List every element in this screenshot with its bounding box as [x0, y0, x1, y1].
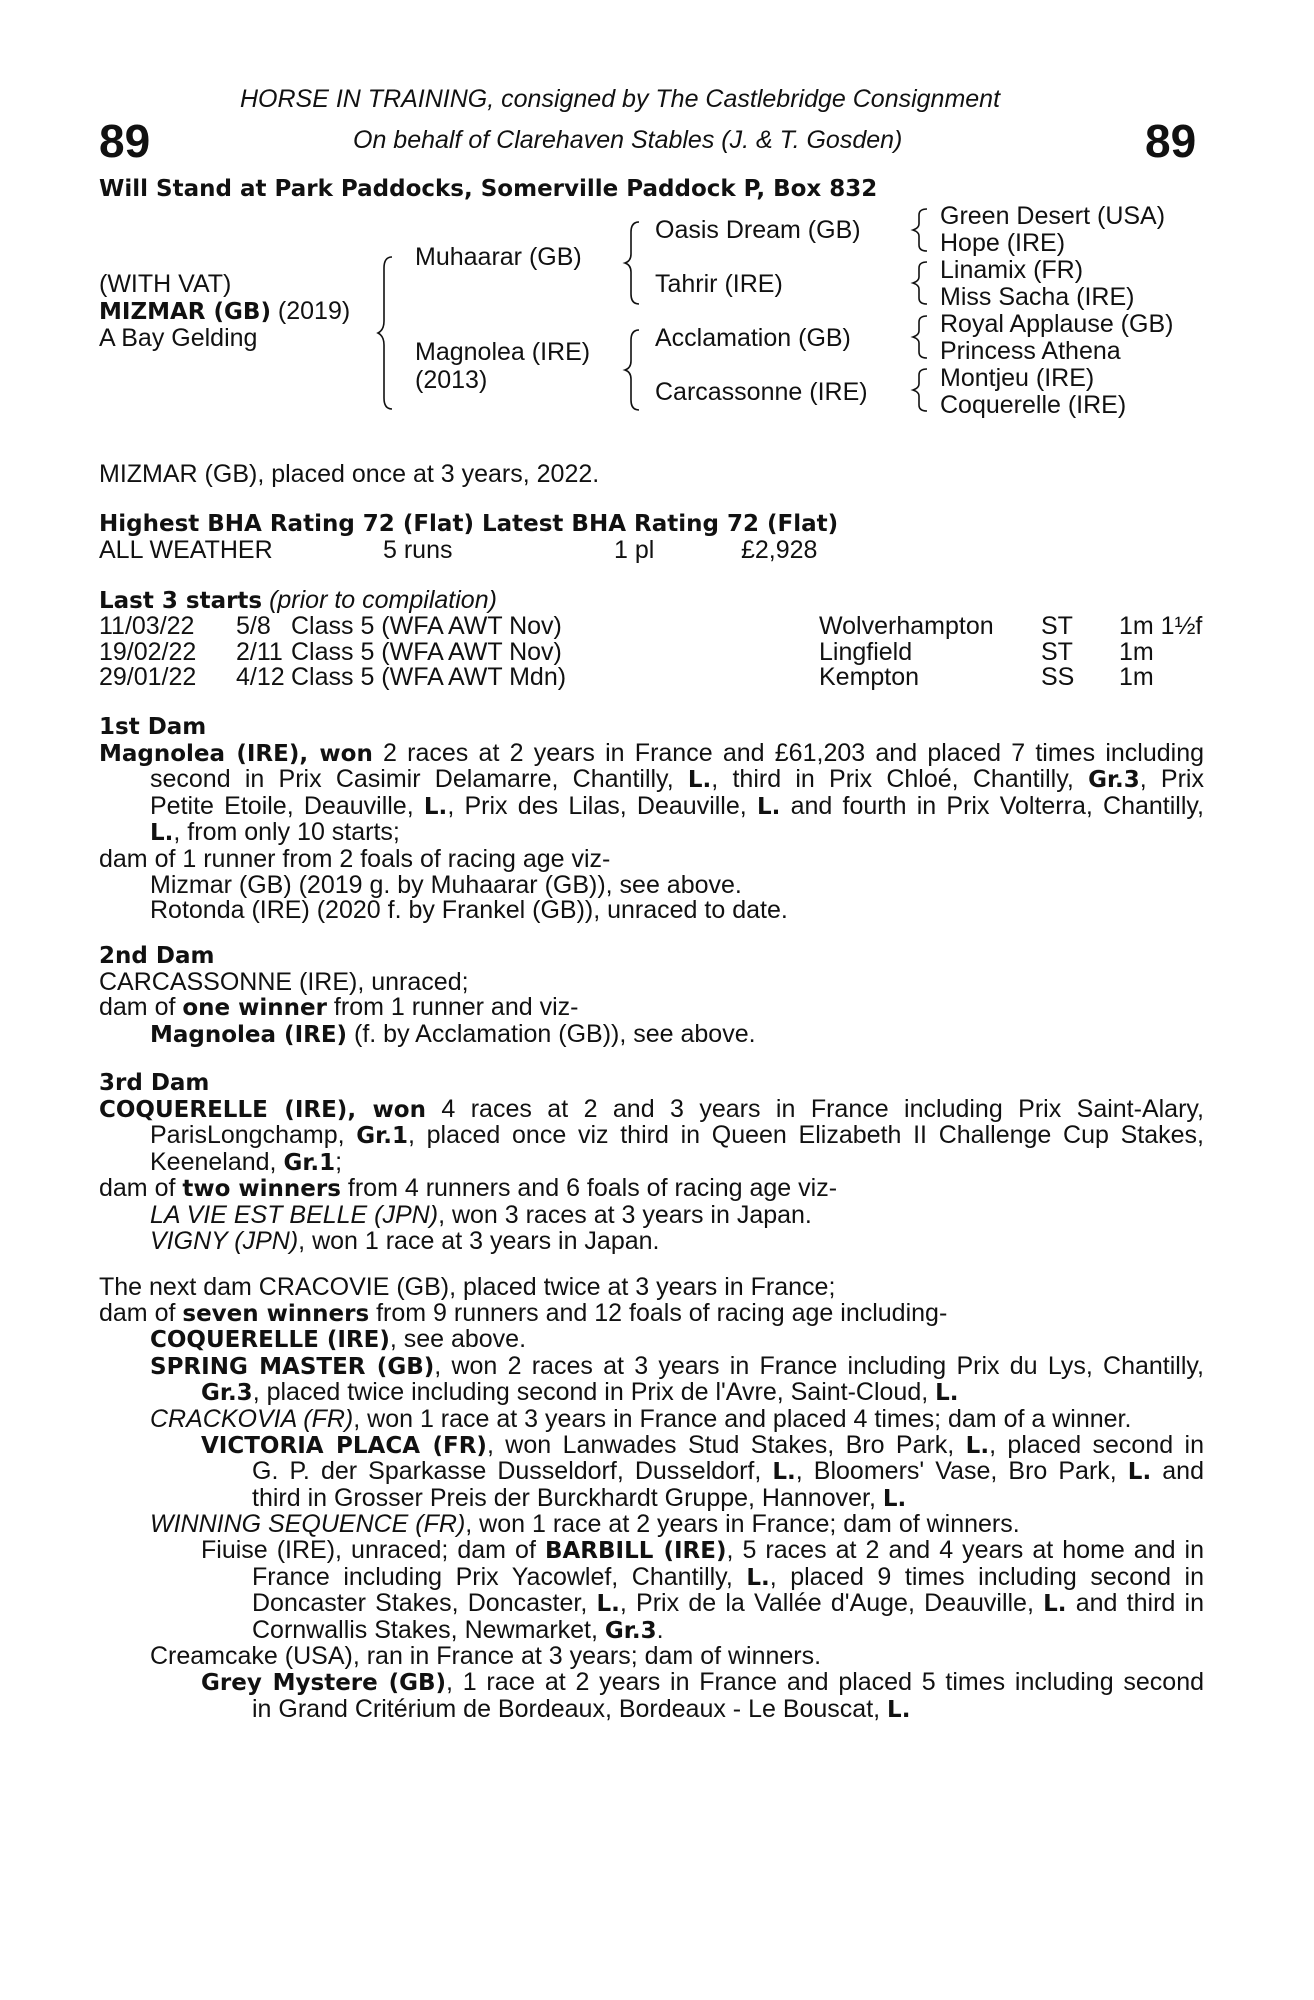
produce-name: COQUERELLE (IRE)	[150, 1327, 390, 1354]
text: in Grand Critérium de Bordeaux, Bordeaux - Le Bouscat,	[252, 1694, 888, 1723]
produce-victoria-placa-line-3	[99, 1483, 1204, 1513]
text: , won 1 race at 3 years in Japan.	[298, 1226, 660, 1255]
third-dam-line-3	[99, 1147, 1204, 1177]
lot-number-right: 89	[1145, 115, 1197, 167]
text: from 4 runners and 6 foals of racing age viz-	[340, 1174, 838, 1203]
start-race: Class 5 (WFA AWT Nov)	[291, 637, 562, 666]
start-position: 4/12	[236, 663, 285, 692]
grandparent-8: Coquerelle (IRE)	[940, 391, 1127, 419]
group-label: Gr.3	[201, 1380, 253, 1407]
sire-dam: Tahrir (IRE)	[655, 270, 783, 298]
dam-dam: Carcassonne (IRE)	[655, 378, 868, 406]
text: , won 1 race at 3 years in France and placed 4 times; dam of a winner.	[353, 1404, 1132, 1433]
text: ParisLongchamp,	[150, 1121, 357, 1150]
start-course: Lingfield	[819, 637, 913, 666]
text: Cornwallis Stakes, Newmarket,	[252, 1615, 605, 1644]
produce-creamcake: Creamcake (USA), ran in France at 3 years; dam of winners.	[150, 1642, 822, 1671]
produce-name: BARBILL (IRE)	[544, 1537, 727, 1564]
group-label: Gr.3	[1088, 767, 1140, 794]
start-date: 29/01/22	[99, 663, 197, 692]
produce-grey-mystere	[99, 1667, 1204, 1697]
text: third in Grosser Preis der Burckhardt Gruppe, Hannover,	[252, 1483, 883, 1512]
grandparent-4: Miss Sacha (IRE)	[940, 283, 1135, 311]
record-placings: 1 pl	[614, 536, 655, 564]
starts-table	[99, 614, 1202, 691]
listed-label: L.	[1127, 1459, 1152, 1486]
produce-spring-master-line-2	[99, 1380, 1204, 1407]
horse-description: A Bay Gelding	[99, 324, 258, 352]
start-surface: ST	[1041, 637, 1073, 666]
text: France including Prix Yacowlef, Chantilly,	[252, 1562, 747, 1591]
text: Fiuise (IRE), unraced; dam of	[201, 1535, 545, 1564]
listed-label: L.	[746, 1564, 770, 1591]
first-dam-line-2	[99, 767, 1204, 794]
group-label: Gr.1	[283, 1149, 336, 1176]
first-dam-line-4	[99, 820, 1204, 847]
start-distance: 1m	[1119, 637, 1154, 666]
text: , placed second in	[989, 1430, 1205, 1459]
second-dam-section	[99, 944, 1204, 1048]
produce-victoria-placa-line-2	[99, 1459, 1204, 1486]
text: 4 races at 2 and 3 years in France including Prix Saint-Alary,	[425, 1094, 1204, 1123]
text: , won 2 races at 3 years in France including Prix du Lys, Chantilly,	[434, 1351, 1204, 1380]
produce-barbill-line-2	[99, 1562, 1204, 1592]
text: , won Lanwades Stud Stakes, Bro Park,	[486, 1430, 966, 1459]
listed-label: L.	[887, 1696, 911, 1723]
text: and third in	[1066, 1589, 1204, 1618]
second-dam-line-1: CARCASSONNE (IRE), unraced;	[99, 967, 469, 996]
record-surface: ALL WEATHER	[99, 536, 273, 564]
text: .	[656, 1615, 664, 1644]
first-dam-line-1	[99, 738, 1204, 768]
text: Petite Etoile, Deauville,	[150, 791, 424, 820]
listed-label: L.	[1043, 1591, 1067, 1618]
listed-label: L.	[965, 1432, 990, 1459]
horse-year: (2019)	[277, 297, 351, 325]
first-dam-produce-2: Rotonda (IRE) (2020 f. by Frankel (GB)), unraced to date.	[150, 896, 788, 925]
text: , from only 10 starts;	[173, 818, 400, 847]
listed-label: L.	[150, 820, 174, 847]
start-course: Kempton	[819, 663, 920, 692]
start-row	[99, 614, 1202, 640]
third-dam-heading: 3rd Dam	[99, 1070, 210, 1096]
grandparent-6: Princess Athena	[940, 337, 1121, 365]
produce-coquerelle	[99, 1327, 1204, 1354]
listed-label: L.	[423, 793, 448, 820]
text: dam of	[99, 1174, 183, 1203]
grandparent-5: Royal Applause (GB)	[940, 310, 1174, 338]
start-date: 11/03/22	[99, 612, 195, 640]
winners-count: two winners	[182, 1176, 341, 1203]
third-dam-produce-2	[99, 1226, 1204, 1255]
dam: Magnolea (IRE)	[415, 338, 591, 366]
produce-barbill-line-3	[99, 1591, 1204, 1618]
text: Keeneland,	[150, 1147, 284, 1176]
next-dam-line-1: The next dam CRACOVIE (GB), placed twice at 3 years in France;	[99, 1273, 836, 1301]
grandparent-3: Linamix (FR)	[940, 256, 1084, 284]
horse-name-line	[99, 299, 350, 326]
first-dam-produce-intro: dam of 1 runner from 2 foals of racing age viz-	[99, 844, 611, 873]
produce-name: Grey Mystere (GB)	[201, 1669, 447, 1696]
race-summary: MIZMAR (GB), placed once at 3 years, 2022.	[99, 460, 600, 488]
text: ;	[335, 1147, 343, 1176]
winners-count: one winner	[182, 995, 327, 1022]
start-position: 2/11	[236, 637, 283, 666]
record-earnings: £2,928	[741, 536, 818, 564]
dam-sire: Acclamation (GB)	[655, 324, 851, 352]
text: and	[1151, 1457, 1204, 1486]
text: (f. by Acclamation (GB)), see above.	[347, 1019, 756, 1048]
listed-label: L.	[882, 1485, 907, 1512]
start-race: Class 5 (WFA AWT Mdn)	[291, 663, 567, 692]
text: , Prix	[1139, 765, 1204, 794]
starts-heading-label: Last 3 starts	[99, 588, 263, 614]
bha-rating: Highest BHA Rating 72 (Flat) Latest BHA Rating 72 (Flat)	[99, 511, 839, 537]
listed-label: L.	[596, 1591, 620, 1618]
text: , 1 race at 2 years in France and placed 5 times including second	[446, 1667, 1204, 1696]
horse-name: MIZMAR (GB)	[99, 299, 271, 325]
start-date: 19/02/22	[99, 637, 197, 666]
group-label: Gr.3	[604, 1617, 657, 1644]
third-dam-line-2	[99, 1123, 1204, 1150]
produce-fiuise	[99, 1535, 1204, 1565]
produce-crackovia	[99, 1404, 1204, 1433]
text: , Bloomers' Vase, Bro Park,	[795, 1457, 1128, 1486]
produce-name: LA VIE EST BELLE (JPN)	[150, 1200, 439, 1229]
text: , won 3 races at 3 years in Japan.	[438, 1200, 812, 1229]
sire: Muhaarar (GB)	[415, 243, 582, 271]
start-race: Class 5 (WFA AWT Nov)	[291, 612, 562, 640]
produce-winning-sequence	[99, 1512, 1204, 1538]
text: , 5 races at 2 and 4 years at home and in	[726, 1535, 1204, 1564]
text: 2 races at 2 years in France and £61,203 and placed 7 times including	[372, 738, 1204, 767]
first-dam-name: Magnolea (IRE)	[99, 740, 300, 767]
third-dam-section	[99, 1071, 1204, 1254]
second-dam-produce-1	[99, 1019, 1204, 1049]
listed-label: L.	[756, 793, 781, 820]
start-course: Wolverhampton	[819, 612, 994, 640]
second-dam-heading: 2nd Dam	[99, 943, 215, 969]
text: dam of	[99, 1298, 183, 1327]
winners-count: seven winners	[182, 1300, 370, 1327]
text: dam of	[99, 993, 183, 1022]
consignment-line: HORSE IN TRAINING, consigned by The Castlebridge Consignment	[240, 85, 1001, 113]
text: , third in Prix Chloé, Chantilly,	[711, 765, 1089, 794]
first-dam-section	[99, 715, 1204, 924]
start-surface: ST	[1041, 612, 1073, 640]
text: G. P. der Sparkasse Dusseldorf, Dusseldorf,	[252, 1457, 773, 1486]
first-dam-heading: 1st Dam	[99, 714, 207, 740]
produce-name: Magnolea (IRE)	[150, 1021, 348, 1048]
third-dam-line-1	[99, 1094, 1204, 1124]
text: Doncaster Stakes, Doncaster,	[252, 1589, 597, 1618]
second-dam-produce-intro	[99, 995, 1204, 1022]
starts-note: (prior to compilation)	[269, 586, 497, 614]
text: second in Prix Casimir Delamarre, Chantilly,	[150, 765, 688, 794]
produce-name: SPRING MASTER (GB)	[150, 1353, 435, 1380]
listed-label: L.	[687, 767, 712, 794]
dam-year: (2013)	[415, 366, 488, 394]
text: and fourth in Prix Volterra, Chantilly,	[780, 791, 1204, 820]
text: , placed once viz third in Queen Elizabeth II Challenge Cup Stakes,	[407, 1121, 1204, 1150]
grandparent-7: Montjeu (IRE)	[940, 364, 1095, 392]
start-distance: 1m	[1119, 663, 1154, 692]
grandparent-1: Green Desert (USA)	[940, 202, 1166, 230]
produce-victoria-placa	[99, 1430, 1205, 1460]
lot-number-left: 89	[99, 115, 151, 167]
start-distance: 1m 1½f	[1119, 612, 1203, 640]
starts-heading	[99, 588, 497, 615]
start-surface: SS	[1041, 663, 1075, 692]
vat-note: (WITH VAT)	[99, 270, 232, 298]
won-label: , won	[347, 1096, 426, 1123]
start-row	[99, 665, 1202, 691]
sire-sire: Oasis Dream (GB)	[655, 216, 861, 244]
record-runs: 5 runs	[383, 536, 453, 564]
text: , Prix de la Vallée d'Auge, Deauville,	[619, 1589, 1044, 1618]
produce-name: VIGNY (JPN)	[150, 1226, 299, 1255]
produce-barbill-line-4	[99, 1615, 1204, 1645]
next-dam-produce-intro	[99, 1298, 1204, 1328]
text: , placed twice including second in Prix de l'Avre, Saint-Cloud,	[252, 1378, 936, 1407]
start-row	[99, 640, 1202, 666]
produce-grey-mystere-line-2	[99, 1694, 1204, 1724]
won-label: , won	[299, 740, 373, 767]
produce-name: WINNING SEQUENCE (FR)	[150, 1510, 466, 1539]
grandparent-2: Hope (IRE)	[940, 229, 1066, 257]
text: , won 1 race at 2 years in France; dam of winners.	[465, 1510, 1020, 1539]
first-dam-produce-1: Mizmar (GB) (2019 g. by Muhaarar (GB)), see above.	[150, 870, 742, 899]
text: , Prix des Lilas, Deauville,	[447, 791, 757, 820]
first-dam-line-3	[99, 791, 1204, 821]
listed-label: L.	[772, 1459, 796, 1486]
behalf-line: On behalf of Clarehaven Stables (J. & T. Gosden)	[353, 126, 903, 154]
text: from 1 runner and viz-	[326, 993, 579, 1022]
location-line: Will Stand at Park Paddocks, Somerville Paddock P, Box 832	[99, 176, 878, 202]
group-label: Gr.1	[356, 1123, 408, 1150]
produce-name: VICTORIA PLACA (FR)	[201, 1432, 487, 1459]
produce-spring-master	[99, 1351, 1204, 1381]
third-dam-produce-intro	[99, 1176, 1204, 1203]
produce-name: CRACKOVIA (FR)	[150, 1404, 354, 1433]
next-dam-section	[99, 1275, 1204, 1723]
text: , placed 9 times including second in	[769, 1562, 1204, 1591]
third-dam-name: COQUERELLE (IRE)	[99, 1096, 348, 1123]
text: from 9 runners and 12 foals of racing age including-	[369, 1298, 948, 1327]
listed-label: L.	[935, 1380, 959, 1407]
third-dam-produce-1	[99, 1200, 1204, 1229]
start-position: 5/8	[236, 612, 271, 640]
text: , see above.	[389, 1325, 527, 1354]
